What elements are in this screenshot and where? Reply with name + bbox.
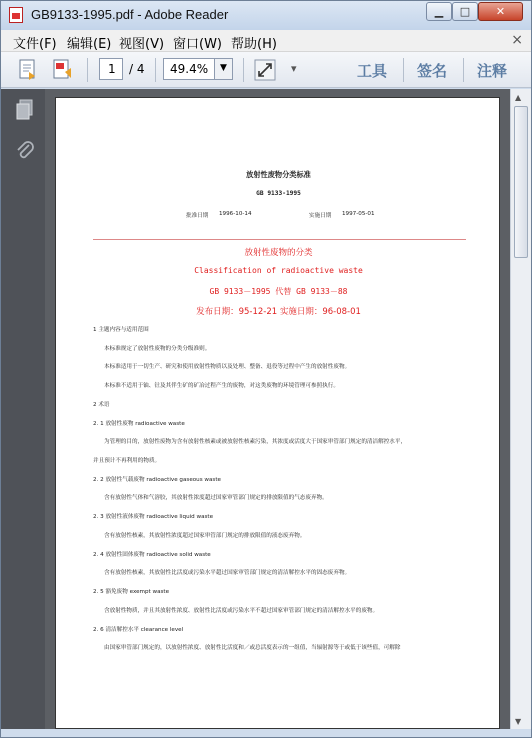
title-bar[interactable] <box>1 1 531 30</box>
doc-std-code: GB 9133-1995 <box>256 190 301 197</box>
toolbar-more-icon[interactable]: ▾ <box>291 62 297 75</box>
pdf-file-icon <box>9 7 23 23</box>
effective-date: 1997-05-01 <box>342 211 375 217</box>
attachments-icon[interactable] <box>15 141 35 163</box>
minimize-button[interactable]: ▁ <box>426 2 452 21</box>
term-heading: 2. 2 放射性气载废物 radioactive gaseous waste <box>93 477 221 483</box>
red-title-en: Classification of radioactive waste <box>194 266 363 275</box>
edit-pdf-icon[interactable] <box>51 58 75 82</box>
body-line: 本标准规定了放射性废物的分类分级准则。 <box>104 346 211 352</box>
window-bottom-border <box>1 729 531 737</box>
scroll-down-icon[interactable]: ▼ <box>515 717 522 726</box>
vertical-scrollbar[interactable] <box>510 89 531 729</box>
menu-edit[interactable]: 编辑(E) <box>67 37 112 52</box>
approve-label: 批准日期 <box>186 213 209 219</box>
fit-page-icon[interactable] <box>253 58 277 82</box>
scroll-thumb[interactable] <box>514 106 528 258</box>
red-title-cn: 放射性废物的分类 <box>244 248 313 258</box>
red-dates: 发布日期：95-12-21 实施日期：96-08-01 <box>196 307 361 317</box>
body-line: 含放射性物质，并且其放射性浓度、放射性比活度或污染水平不超过国家审管部门规定的清洁解控水平的废物。 <box>104 608 379 614</box>
body-line: 为管理的目的，放射性废物为含有放射性核素或被放射性核素污染，其浓度或活度大于国家审管部门规定的清洁解控水平， <box>104 439 407 445</box>
toolbar-separator <box>403 58 404 82</box>
navigation-pane <box>1 89 45 729</box>
menu-window[interactable]: 窗口(W) <box>173 37 222 52</box>
window-title: GB9133-1995.pdf - Adobe Reader <box>31 7 229 22</box>
zoom-value: 49.4% <box>170 62 209 76</box>
section-heading: 2 术语 <box>93 402 110 408</box>
menu-file[interactable]: 文件(F) <box>13 37 57 52</box>
toolbar-separator <box>463 58 464 82</box>
close-button[interactable]: ✕ <box>478 2 523 21</box>
term-heading: 2. 6 清洁解控水平 clearance level <box>93 627 184 633</box>
page-thumbnails-icon[interactable] <box>15 99 35 121</box>
term-heading: 2. 4 放射性固体废物 radioactive solid waste <box>93 552 211 558</box>
zoom-dropdown-button[interactable]: ▼ <box>214 59 232 79</box>
zoom-input[interactable] <box>163 58 233 80</box>
doc-title: 放射性废物分类标准 <box>246 170 311 179</box>
body-line: 含有放射性核素，其放射性浓度超过国家审管部门规定的排放限值的液态废弃物。 <box>104 533 306 539</box>
title-divider <box>93 239 466 240</box>
body-line: 由国家审管部门规定的，以放射性浓度、放射性比活度和／或总活度表示的一组值，当辐射源等于或低于该些值，可解除 <box>104 645 401 651</box>
body-line: 含有放射性核素，其放射性比活度或污染水平超过国家审管部门规定的清洁解控水平的固态废弃物。 <box>104 570 351 576</box>
section-heading: 1 主题内容与适用范围 <box>93 327 149 333</box>
create-pdf-icon[interactable] <box>17 58 41 82</box>
toolbar-separator <box>87 58 88 82</box>
sign-button[interactable]: 签名 <box>417 62 448 80</box>
tools-button[interactable]: 工具 <box>357 62 388 80</box>
page-number-input[interactable]: 1 <box>99 58 123 80</box>
term-heading: 2. 5 豁免废物 exempt waste <box>93 589 170 595</box>
toolbar <box>1 52 531 88</box>
toolbar-separator <box>155 58 156 82</box>
scroll-up-icon[interactable]: ▲ <box>515 93 522 102</box>
menu-bar <box>1 30 531 52</box>
approve-date: 1996-10-14 <box>219 211 252 217</box>
pdf-page <box>55 97 500 729</box>
body-line: 含有放射性气体和气溶胶，其放射性浓度超过国家审管部门规定的排放限值的气态废弃物。 <box>104 495 328 501</box>
term-heading: 2. 1 放射性废物 radioactive waste <box>93 421 185 427</box>
effective-label: 实施日期 <box>309 213 332 219</box>
term-heading: 2. 3 放射性液体废物 radioactive liquid waste <box>93 514 214 520</box>
body-line: 本标准适用于一切生产、研究和使用放射性物质以及处理、整备、退役等过程中产生的放射性废物。 <box>104 364 351 370</box>
menu-view[interactable]: 视图(V) <box>119 37 165 52</box>
red-replace-note: GB 9133－1995 代替 GB 9133－88 <box>209 287 348 296</box>
document-close-button[interactable]: × <box>511 32 523 48</box>
body-line: 本标准不适用于铀、钍及其伴生矿的矿冶过程产生的废物，对这类废物的环境管理可参照执行。 <box>104 383 339 389</box>
toolbar-separator <box>243 58 244 82</box>
document-view[interactable] <box>45 89 510 729</box>
body-line: 并且预计不再利用的物质。 <box>93 458 161 464</box>
maximize-button[interactable]: □ <box>452 2 478 21</box>
menu-help[interactable]: 帮助(H) <box>231 37 277 52</box>
page-total-label: / 4 <box>129 62 145 76</box>
comment-button[interactable]: 注释 <box>477 62 508 80</box>
